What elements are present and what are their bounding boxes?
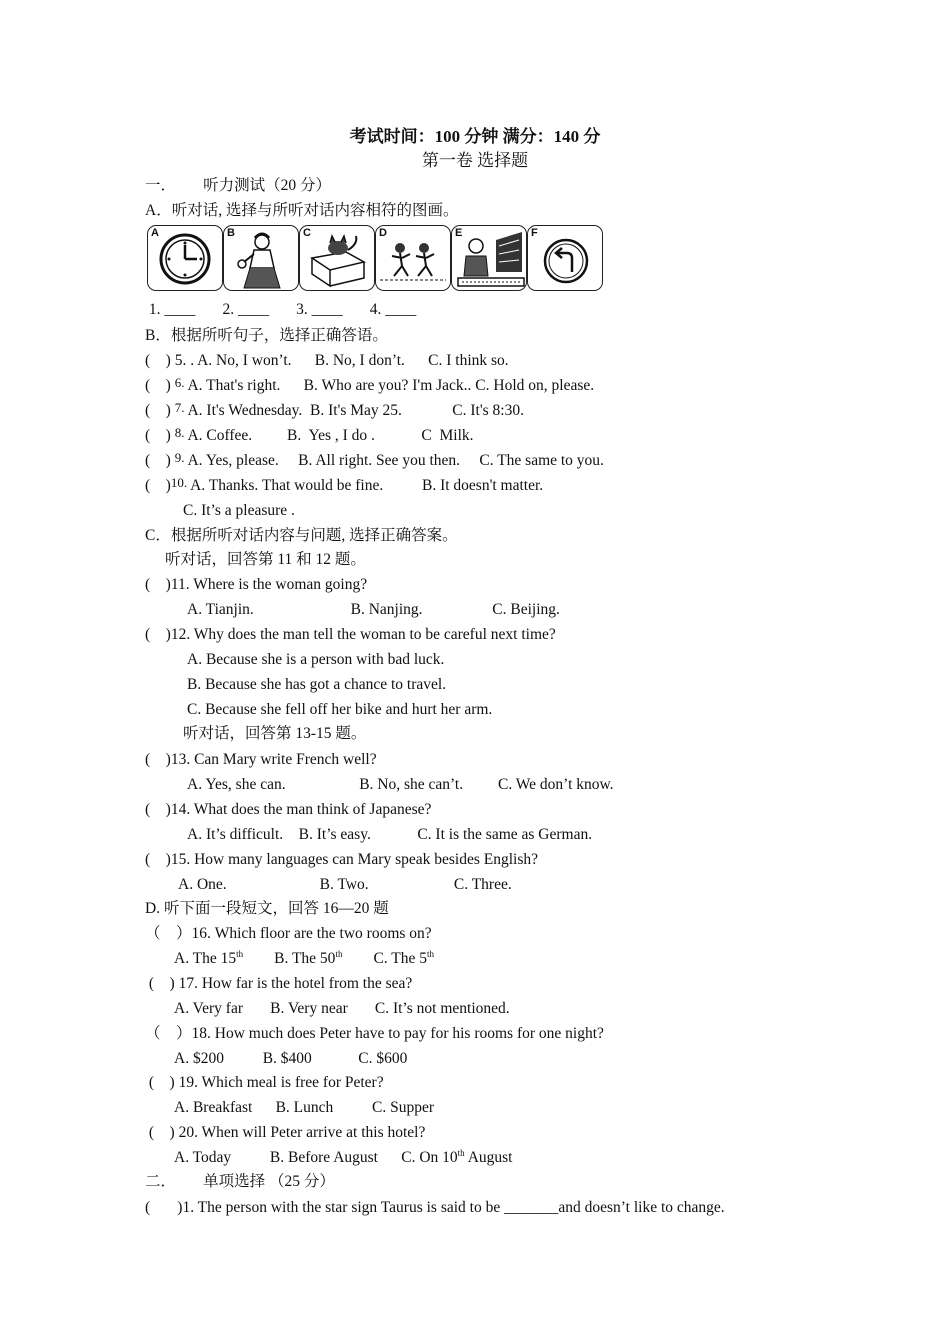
- part-c-sub-1: 听对话，回答第 11 和 12 题。: [165, 551, 366, 568]
- question-15-options: A. One. B. Two. C. Three.: [178, 876, 512, 893]
- exam-info: 考试时间：100 分钟 满分：140 分: [349, 127, 601, 146]
- question-10: [145, 476, 543, 496]
- part-d-instruction: D. 听下面一段短文，回答 16—20 题: [145, 900, 389, 917]
- question-16: （ ）16. Which floor are the two rooms on?: [145, 925, 432, 942]
- turn-back-sign-icon: [528, 226, 602, 290]
- section-2-question-1: ( )1. The person with the star sign Taurus is said to be _______and doesn’t like to change.: [145, 1199, 725, 1216]
- man-at-computer-icon: [452, 226, 526, 290]
- volume-title: 第一卷 选择题: [421, 151, 529, 170]
- q10-paren: ( ): [145, 477, 171, 494]
- q8-paren: ( ): [145, 427, 175, 444]
- q16-gap-2: [342, 950, 373, 967]
- woman-icon: [224, 226, 298, 290]
- picture-b: [223, 225, 299, 291]
- picture-d: [375, 225, 451, 291]
- picture-f: [527, 225, 603, 291]
- q16-option-c: C. The 5: [373, 950, 427, 967]
- question-11-options: A. Tianjin. B. Nanjing. C. Beijing.: [187, 601, 560, 618]
- question-17-options: A. Very far B. Very near C. It’s not mentioned.: [174, 1000, 510, 1017]
- q16-option-b: B. The 50: [274, 950, 336, 967]
- q10-number: 10.: [170, 475, 188, 490]
- cat-in-box-icon: [300, 226, 374, 290]
- question-6: [145, 376, 594, 396]
- clock-icon: [148, 226, 222, 290]
- question-11: ( )11. Where is the woman going?: [145, 576, 368, 593]
- question-12-option-b: B. Because she has got a chance to travel.: [187, 676, 447, 693]
- q16-b-suffix: th: [335, 948, 343, 959]
- question-12-option-a: A. Because she is a person with bad luck.: [187, 651, 445, 668]
- q7-number: 7.: [174, 400, 185, 415]
- picture-a: [147, 225, 223, 291]
- question-8: [145, 426, 474, 446]
- question-19-options: A. Breakfast B. Lunch C. Supper: [174, 1099, 435, 1116]
- picture-c: [299, 225, 375, 291]
- picture-e: [451, 225, 527, 291]
- question-17: ( ) 17. How far is the hotel from the sea?: [145, 975, 413, 992]
- part-b-instruction: B．根据所听句子，选择正确答语。: [145, 327, 388, 344]
- part-c-sub-2: 听对话，回答第 13-15 题。: [183, 725, 367, 742]
- question-14-options: A. It’s difficult. B. It’s easy. C. It is the same as German.: [187, 826, 593, 843]
- picture-c-letter: C: [303, 227, 311, 239]
- q8-number: 8.: [174, 425, 185, 440]
- q16-gap-1: [243, 950, 274, 967]
- q20-suffix: th: [457, 1147, 465, 1158]
- q16-option-a: A. The 15: [174, 950, 237, 967]
- question-9: [145, 451, 604, 471]
- question-19: ( ) 19. Which meal is free for Peter?: [145, 1074, 384, 1091]
- picture-d-letter: D: [379, 227, 387, 239]
- q8-text: A. Coffee. B. Yes , I do . C Milk.: [184, 427, 474, 444]
- q7-text: A. It's Wednesday. B. It's May 25. C. It's 8:30.: [184, 402, 524, 419]
- question-5: ( ) 5. . A. No, I won’t. B. No, I don’t. C. I think so.: [145, 352, 509, 369]
- question-20: ( ) 20. When will Peter arrive at this hotel?: [145, 1124, 426, 1141]
- running-kids-icon: [376, 226, 450, 290]
- q7-paren: ( ): [145, 402, 175, 419]
- question-13: ( )13. Can Mary write French well?: [145, 751, 377, 768]
- picture-strip: [147, 225, 611, 291]
- q6-text: A. That's right. B. Who are you? I'm Jack.. C. Hold on, please.: [184, 377, 595, 394]
- question-14: ( )14. What does the man think of Japanese?: [145, 801, 432, 818]
- part-a-blanks: 1. ____ 2. ____ 3. ____ 4. ____: [145, 301, 417, 318]
- picture-f-letter: F: [531, 227, 538, 239]
- question-16-options: [174, 949, 434, 969]
- question-13-options: A. Yes, she can. B. No, she can’t. C. We don’t know.: [187, 776, 614, 793]
- part-a-instruction: A．听对话, 选择与所听对话内容相符的图画。: [145, 202, 459, 219]
- q9-paren: ( ): [145, 452, 175, 469]
- picture-a-letter: A: [151, 227, 159, 239]
- q10-text: A. Thanks. That would be fine. B. It doesn't matter.: [187, 477, 544, 494]
- question-18-options: A. $200 B. $400 C. $600: [174, 1050, 408, 1067]
- q9-number: 9.: [174, 450, 185, 465]
- question-18: （ ）18. How much does Peter have to pay for his rooms for one night?: [145, 1025, 604, 1042]
- question-15: ( )15. How many languages can Mary speak besides English?: [145, 851, 538, 868]
- picture-b-letter: B: [227, 227, 235, 239]
- question-7: [145, 401, 524, 421]
- section-2-heading: 二． 单项选择 （25 分）: [145, 1173, 335, 1190]
- q16-a-suffix: th: [236, 948, 244, 959]
- q6-paren: ( ): [145, 377, 175, 394]
- q20-options-start: A. Today B. Before August C. On 10: [174, 1149, 458, 1166]
- section-1-heading: 一． 听力测试（20 分）: [145, 177, 332, 194]
- question-10-option-c: C. It’s a pleasure .: [183, 502, 295, 519]
- q9-text: A. Yes, please. B. All right. See you then. C. The same to you.: [184, 452, 604, 469]
- q20-options-end: August: [464, 1149, 513, 1166]
- picture-e-letter: E: [455, 227, 463, 239]
- q16-c-suffix: th: [426, 948, 434, 959]
- part-c-instruction: C．根据所听对话内容与问题, 选择正确答案。: [145, 527, 458, 544]
- question-12: ( )12. Why does the man tell the woman to be careful next time?: [145, 626, 556, 643]
- question-12-option-c: C. Because she fell off her bike and hurt her arm.: [187, 701, 493, 718]
- q6-number: 6.: [174, 375, 185, 390]
- question-20-options: [174, 1148, 512, 1168]
